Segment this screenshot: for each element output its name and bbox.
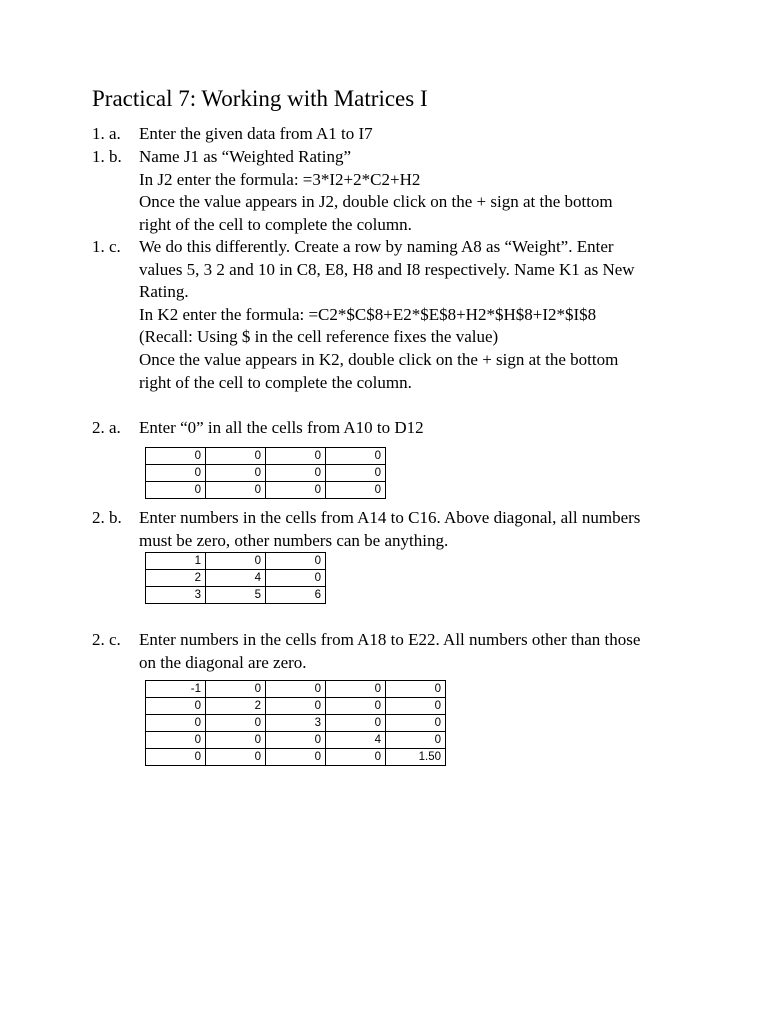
table-cell: 0 bbox=[206, 448, 266, 465]
table-cell: 0 bbox=[386, 698, 446, 715]
matrix-lower-triangular-table bbox=[145, 552, 326, 604]
instruction-line: In J2 enter the formula: =3*I2+2*C2+H2 bbox=[139, 169, 421, 189]
instruction-1b bbox=[92, 146, 692, 236]
table-cell: 0 bbox=[326, 465, 386, 482]
table-cell: 0 bbox=[206, 482, 266, 499]
table-row bbox=[146, 681, 446, 698]
instruction-line: Once the value appears in K2, double click on the + sign at the bottom bbox=[139, 349, 619, 369]
instruction-line: Enter numbers in the cells from A18 to E22. All numbers other than those bbox=[139, 630, 641, 649]
table-cell: 0 bbox=[206, 681, 266, 698]
matrix-zero-table bbox=[145, 447, 386, 499]
instruction-line: Enter numbers in the cells from A14 to C16. Above diagonal, all numbers bbox=[139, 508, 641, 527]
table-cell: 0 bbox=[146, 448, 206, 465]
instruction-line: (Recall: Using $ in the cell reference fixes the value) bbox=[139, 327, 499, 347]
instruction-line: values 5, 3 2 and 10 in C8, E8, H8 and I8 respectively. Name K1 as New bbox=[139, 259, 635, 279]
table-row bbox=[146, 553, 326, 570]
table-cell: 0 bbox=[146, 715, 206, 732]
table-cell: 0 bbox=[266, 681, 326, 698]
table-row bbox=[146, 732, 446, 749]
table-row bbox=[146, 715, 446, 732]
table-cell: 0 bbox=[146, 698, 206, 715]
instruction-2a bbox=[92, 417, 692, 440]
table-cell: 0 bbox=[326, 749, 386, 766]
table-row bbox=[146, 587, 326, 604]
table-cell: 0 bbox=[266, 749, 326, 766]
table-cell: 0 bbox=[266, 482, 326, 499]
table-cell: 3 bbox=[146, 587, 206, 604]
table-cell: 0 bbox=[326, 681, 386, 698]
instruction-1c bbox=[92, 236, 692, 394]
instruction-line: right of the cell to complete the column. bbox=[139, 372, 412, 392]
table-cell: 0 bbox=[326, 482, 386, 499]
table-cell: 6 bbox=[266, 587, 326, 604]
table-cell: 4 bbox=[326, 732, 386, 749]
table-cell: 0 bbox=[146, 749, 206, 766]
instruction-line: right of the cell to complete the column. bbox=[139, 214, 412, 234]
table-cell: 0 bbox=[206, 553, 266, 570]
table-cell: 0 bbox=[326, 715, 386, 732]
instruction-line: Name J1 as “Weighted Rating” bbox=[139, 147, 352, 166]
table-row bbox=[146, 465, 386, 482]
instruction-line: on the diagonal are zero. bbox=[139, 652, 307, 672]
table-cell: 1.50 bbox=[386, 749, 446, 766]
instruction-line: must be zero, other numbers can be anything. bbox=[139, 530, 449, 550]
table-cell: 4 bbox=[206, 570, 266, 587]
table-cell: 2 bbox=[146, 570, 206, 587]
table-row bbox=[146, 749, 446, 766]
table-cell: 0 bbox=[266, 465, 326, 482]
item-label: 1. b. bbox=[92, 147, 122, 166]
table-cell: 3 bbox=[266, 715, 326, 732]
instruction-1a bbox=[92, 123, 692, 146]
instruction-line: Enter “0” in all the cells from A10 to D12 bbox=[139, 418, 424, 437]
table-cell: 2 bbox=[206, 698, 266, 715]
table-cell: -1 bbox=[146, 681, 206, 698]
table-cell: 0 bbox=[266, 570, 326, 587]
table-cell: 0 bbox=[266, 448, 326, 465]
table-row bbox=[146, 482, 386, 499]
table-cell: 0 bbox=[386, 715, 446, 732]
table-cell: 0 bbox=[206, 465, 266, 482]
table-cell: 0 bbox=[206, 732, 266, 749]
instruction-line: Once the value appears in J2, double click on the + sign at the bottom bbox=[139, 192, 613, 212]
table-cell: 0 bbox=[266, 698, 326, 715]
instruction-2b bbox=[92, 507, 692, 552]
table-cell: 0 bbox=[206, 749, 266, 766]
table-cell: 5 bbox=[206, 587, 266, 604]
table-cell: 0 bbox=[146, 482, 206, 499]
table-row bbox=[146, 448, 386, 465]
table-cell: 1 bbox=[146, 553, 206, 570]
instruction-line: Enter the given data from A1 to I7 bbox=[139, 124, 373, 143]
table-cell: 0 bbox=[206, 715, 266, 732]
table-row bbox=[146, 570, 326, 587]
table-cell: 0 bbox=[266, 732, 326, 749]
table-cell: 0 bbox=[146, 465, 206, 482]
page-title: Practical 7: Working with Matrices I bbox=[92, 86, 428, 111]
table-cell: 0 bbox=[326, 698, 386, 715]
instruction-2c bbox=[92, 629, 692, 674]
item-label: 2. a. bbox=[92, 418, 121, 437]
table-row bbox=[146, 698, 446, 715]
table-cell: 0 bbox=[146, 732, 206, 749]
table-cell: 0 bbox=[386, 681, 446, 698]
table-cell: 0 bbox=[326, 448, 386, 465]
item-label: 2. c. bbox=[92, 630, 121, 649]
item-label: 1. c. bbox=[92, 237, 121, 256]
table-cell: 0 bbox=[266, 553, 326, 570]
item-label: 1. a. bbox=[92, 124, 121, 143]
instruction-line: In K2 enter the formula: =C2*$C$8+E2*$E$8+H2*$H$8+I2*$I$8 bbox=[139, 304, 597, 324]
instruction-line: We do this differently. Create a row by naming A8 as “Weight”. Enter bbox=[139, 237, 614, 256]
table-cell: 0 bbox=[386, 732, 446, 749]
matrix-diagonal-table bbox=[145, 680, 446, 766]
instruction-line: Rating. bbox=[139, 282, 189, 302]
item-label: 2. b. bbox=[92, 508, 122, 527]
